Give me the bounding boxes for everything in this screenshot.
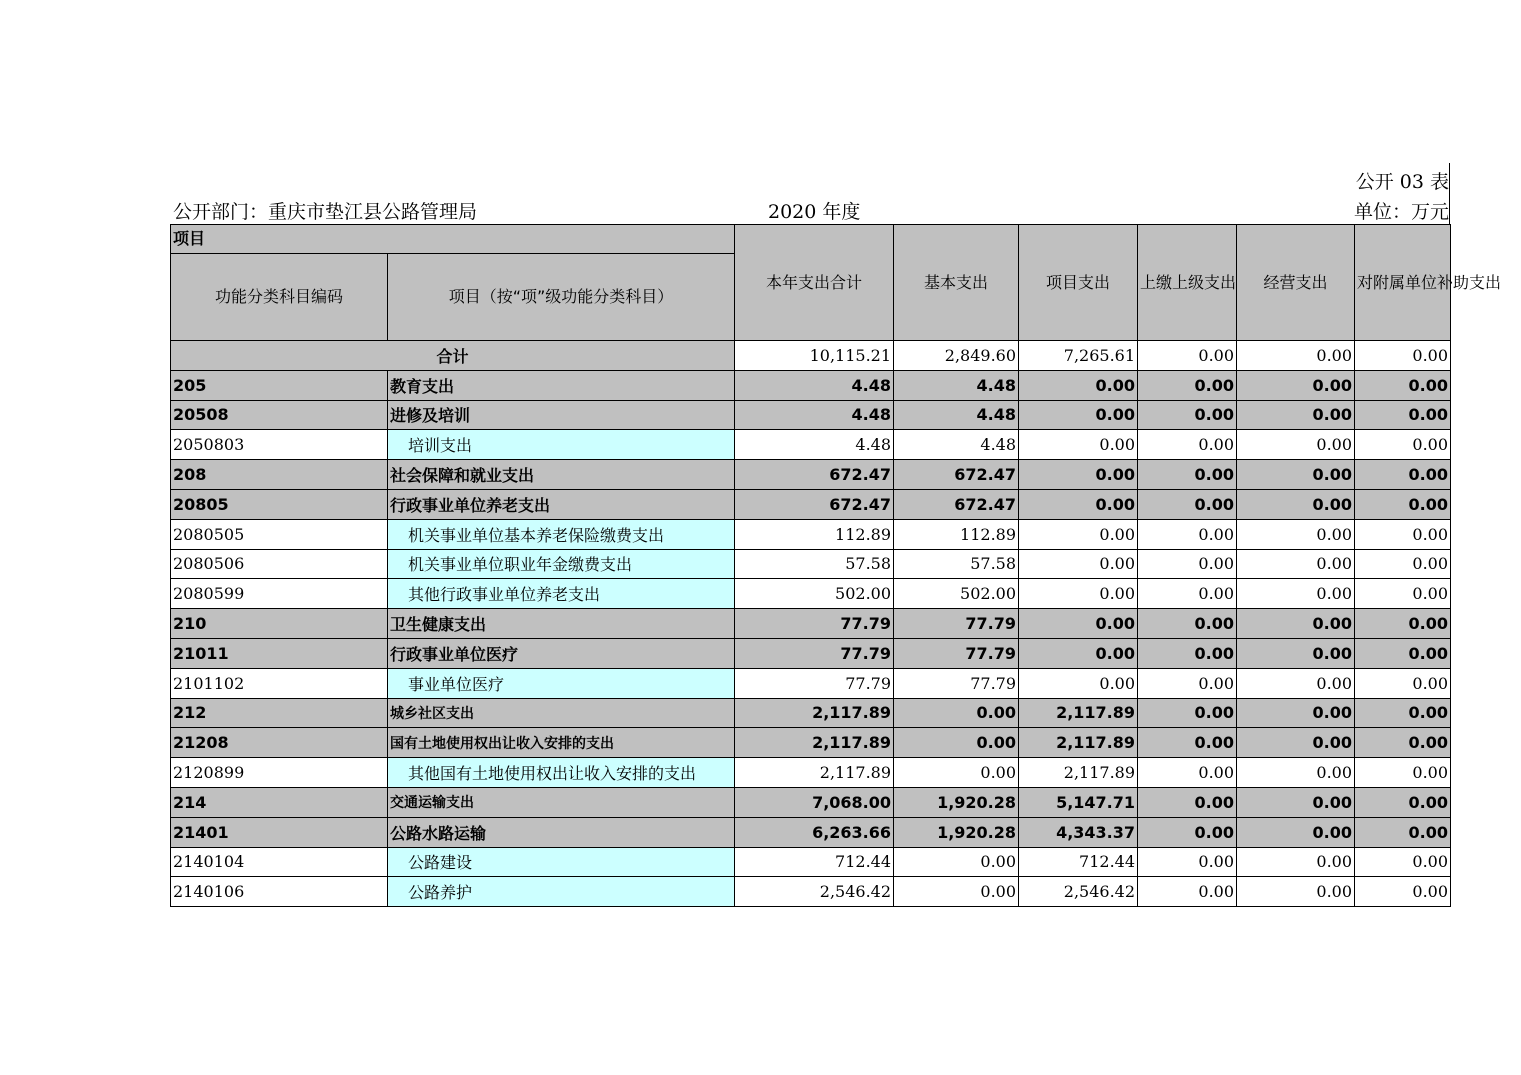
subsidy-cell: 0.00 <box>1355 341 1451 371</box>
table-row <box>171 549 1451 579</box>
subsidy-cell: 0.00 <box>1355 877 1451 907</box>
table-row <box>171 579 1451 609</box>
business-cell: 0.00 <box>1237 668 1355 698</box>
table-row <box>171 847 1451 877</box>
business-cell: 0.00 <box>1237 370 1355 400</box>
basic-cell: 0.00 <box>894 847 1019 877</box>
name-cell: 卫生健康支出 <box>388 609 735 639</box>
project-cell: 0.00 <box>1019 638 1138 668</box>
subsidy-cell: 0.00 <box>1355 817 1451 847</box>
basic-cell: 4.48 <box>894 430 1019 460</box>
business-cell: 0.00 <box>1237 489 1355 519</box>
total-cell: 2,546.42 <box>735 877 894 907</box>
name-header: 项目（按“项”级功能分类科目） <box>388 254 735 341</box>
project-cell: 0.00 <box>1019 549 1138 579</box>
code-cell: 2050803 <box>171 430 388 460</box>
total-cell: 2,117.89 <box>735 698 894 728</box>
subsidy-cell: 0.00 <box>1355 668 1451 698</box>
name-cell: 教育支出 <box>388 370 735 400</box>
total-header: 本年支出合计 <box>735 225 894 341</box>
basic-cell: 672.47 <box>894 460 1019 490</box>
subsidy-cell: 0.00 <box>1355 758 1451 788</box>
code-cell: 212 <box>171 698 388 728</box>
total-cell: 57.58 <box>735 549 894 579</box>
basic-cell: 0.00 <box>894 698 1019 728</box>
code-cell: 208 <box>171 460 388 490</box>
unit-label: 单位：万元 <box>1353 201 1449 223</box>
business-cell: 0.00 <box>1237 430 1355 460</box>
code-cell: 2140106 <box>171 877 388 907</box>
basic-header: 基本支出 <box>894 225 1019 341</box>
code-cell: 20805 <box>171 489 388 519</box>
upper-cell: 0.00 <box>1138 668 1237 698</box>
project-cell: 0.00 <box>1019 430 1138 460</box>
subsidy-cell: 0.00 <box>1355 460 1451 490</box>
code-cell: 2080599 <box>171 579 388 609</box>
code-cell: 210 <box>171 609 388 639</box>
project-cell: 7,265.61 <box>1019 341 1138 371</box>
name-cell: 机关事业单位职业年金缴费支出 <box>388 549 735 579</box>
project-cell: 0.00 <box>1019 370 1138 400</box>
upper-cell: 0.00 <box>1138 847 1237 877</box>
total-cell: 672.47 <box>735 489 894 519</box>
total-cell: 77.79 <box>735 609 894 639</box>
project-header: 项目 <box>171 225 735 254</box>
upper-cell: 0.00 <box>1138 728 1237 758</box>
name-cell: 公路养护 <box>388 877 735 907</box>
code-cell: 20508 <box>171 400 388 430</box>
project-cell: 0.00 <box>1019 519 1138 549</box>
basic-cell: 4.48 <box>894 370 1019 400</box>
table-row <box>171 430 1451 460</box>
basic-cell: 112.89 <box>894 519 1019 549</box>
business-cell: 0.00 <box>1237 877 1355 907</box>
project-cell: 0.00 <box>1019 460 1138 490</box>
basic-cell: 0.00 <box>894 758 1019 788</box>
expenditure-table <box>170 224 1502 907</box>
project-cell: 712.44 <box>1019 847 1138 877</box>
code-cell: 2140104 <box>171 847 388 877</box>
basic-cell: 77.79 <box>894 638 1019 668</box>
upper-cell: 0.00 <box>1138 817 1237 847</box>
name-cell: 行政事业单位医疗 <box>388 638 735 668</box>
basic-cell: 1,920.28 <box>894 787 1019 817</box>
business-cell: 0.00 <box>1237 728 1355 758</box>
upper-cell: 0.00 <box>1138 758 1237 788</box>
basic-cell: 0.00 <box>894 728 1019 758</box>
upper-cell: 0.00 <box>1138 400 1237 430</box>
upper-cell: 0.00 <box>1138 698 1237 728</box>
table-row <box>171 460 1451 490</box>
total-cell: 10,115.21 <box>735 341 894 371</box>
business-cell: 0.00 <box>1237 460 1355 490</box>
business-cell: 0.00 <box>1237 400 1355 430</box>
name-cell: 行政事业单位养老支出 <box>388 489 735 519</box>
basic-cell: 77.79 <box>894 668 1019 698</box>
table-row <box>171 698 1451 728</box>
form-number: 公开 03 表 <box>1355 171 1449 193</box>
total-cell: 112.89 <box>735 519 894 549</box>
name-cell: 进修及培训 <box>388 400 735 430</box>
total-cell: 77.79 <box>735 668 894 698</box>
total-cell: 7,068.00 <box>735 787 894 817</box>
total-cell: 6,263.66 <box>735 817 894 847</box>
table-row <box>171 400 1451 430</box>
business-cell: 0.00 <box>1237 579 1355 609</box>
code-header: 功能分类科目编码 <box>171 254 388 341</box>
code-cell: 21011 <box>171 638 388 668</box>
header-divider <box>1449 163 1450 225</box>
basic-cell: 2,849.60 <box>894 341 1019 371</box>
subsidy-cell: 0.00 <box>1355 400 1451 430</box>
project-cell: 2,117.89 <box>1019 758 1138 788</box>
project-cell: 2,117.89 <box>1019 698 1138 728</box>
code-cell: 2120899 <box>171 758 388 788</box>
basic-cell: 672.47 <box>894 489 1019 519</box>
table-row <box>171 817 1451 847</box>
upper-remit-header: 上缴上级支出 <box>1138 225 1237 341</box>
upper-cell: 0.00 <box>1138 787 1237 817</box>
upper-cell: 0.00 <box>1138 579 1237 609</box>
total-cell: 77.79 <box>735 638 894 668</box>
business-cell: 0.00 <box>1237 549 1355 579</box>
subsidy-cell: 0.00 <box>1355 489 1451 519</box>
upper-cell: 0.00 <box>1138 609 1237 639</box>
table-row <box>171 728 1451 758</box>
department-label: 公开部门：重庆市垫江县公路管理局 <box>173 201 478 223</box>
basic-cell: 0.00 <box>894 877 1019 907</box>
project-cell: 0.00 <box>1019 489 1138 519</box>
table-row <box>171 638 1451 668</box>
subsidy-cell: 0.00 <box>1355 847 1451 877</box>
project-cell: 0.00 <box>1019 579 1138 609</box>
total-row <box>171 341 1451 371</box>
business-cell: 0.00 <box>1237 638 1355 668</box>
code-cell: 2080506 <box>171 549 388 579</box>
business-cell: 0.00 <box>1237 519 1355 549</box>
total-cell: 4.48 <box>735 430 894 460</box>
upper-cell: 0.00 <box>1138 430 1237 460</box>
business-cell: 0.00 <box>1237 847 1355 877</box>
subsidy-cell: 0.00 <box>1355 728 1451 758</box>
table-row <box>171 877 1451 907</box>
upper-cell: 0.00 <box>1138 549 1237 579</box>
business-cell: 0.00 <box>1237 341 1355 371</box>
subsidy-cell: 0.00 <box>1355 579 1451 609</box>
upper-cell: 0.00 <box>1138 370 1237 400</box>
upper-cell: 0.00 <box>1138 489 1237 519</box>
name-cell: 社会保障和就业支出 <box>388 460 735 490</box>
name-cell: 其他行政事业单位养老支出 <box>388 579 735 609</box>
fiscal-year: 2020 年度 <box>768 201 861 223</box>
subsidy-cell: 0.00 <box>1355 549 1451 579</box>
total-cell: 4.48 <box>735 400 894 430</box>
name-cell: 机关事业单位基本养老保险缴费支出 <box>388 519 735 549</box>
business-cell: 0.00 <box>1237 787 1355 817</box>
name-cell: 事业单位医疗 <box>388 668 735 698</box>
name-cell: 国有土地使用权出让收入安排的支出 <box>388 728 735 758</box>
business-cell: 0.00 <box>1237 758 1355 788</box>
business-cell: 0.00 <box>1237 609 1355 639</box>
project-cell: 2,117.89 <box>1019 728 1138 758</box>
business-cell: 0.00 <box>1237 817 1355 847</box>
basic-cell: 1,920.28 <box>894 817 1019 847</box>
subsidy-cell: 0.00 <box>1355 370 1451 400</box>
code-cell: 214 <box>171 787 388 817</box>
table-row <box>171 758 1451 788</box>
total-cell: 2,117.89 <box>735 758 894 788</box>
project-cell: 0.00 <box>1019 668 1138 698</box>
basic-cell: 502.00 <box>894 579 1019 609</box>
code-cell: 21401 <box>171 817 388 847</box>
basic-cell: 4.48 <box>894 400 1019 430</box>
subsidy-cell: 0.00 <box>1355 519 1451 549</box>
basic-cell: 57.58 <box>894 549 1019 579</box>
table-row <box>171 609 1451 639</box>
total-cell: 712.44 <box>735 847 894 877</box>
total-cell: 672.47 <box>735 460 894 490</box>
business-header: 经营支出 <box>1237 225 1355 341</box>
subsidy-cell: 0.00 <box>1355 638 1451 668</box>
table-row <box>171 787 1451 817</box>
code-cell: 21208 <box>171 728 388 758</box>
project-cell: 5,147.71 <box>1019 787 1138 817</box>
table-row <box>171 519 1451 549</box>
name-cell: 城乡社区支出 <box>388 698 735 728</box>
code-cell: 205 <box>171 370 388 400</box>
upper-cell: 0.00 <box>1138 519 1237 549</box>
project-cell: 4,343.37 <box>1019 817 1138 847</box>
project-cell: 0.00 <box>1019 400 1138 430</box>
total-cell: 4.48 <box>735 370 894 400</box>
name-cell: 公路水路运输 <box>388 817 735 847</box>
code-cell: 2080505 <box>171 519 388 549</box>
project-cell: 2,546.42 <box>1019 877 1138 907</box>
subsidy-cell: 0.00 <box>1355 787 1451 817</box>
subsidy-cell: 0.00 <box>1355 698 1451 728</box>
name-cell: 交通运输支出 <box>388 787 735 817</box>
total-cell: 502.00 <box>735 579 894 609</box>
subsidy-cell: 0.00 <box>1355 430 1451 460</box>
upper-cell: 0.00 <box>1138 341 1237 371</box>
project-expense-header: 项目支出 <box>1019 225 1138 341</box>
name-cell: 其他国有土地使用权出让收入安排的支出 <box>388 758 735 788</box>
code-cell: 2101102 <box>171 668 388 698</box>
total-cell: 2,117.89 <box>735 728 894 758</box>
business-cell: 0.00 <box>1237 698 1355 728</box>
table-row <box>171 370 1451 400</box>
table-row <box>171 489 1451 519</box>
basic-cell: 77.79 <box>894 609 1019 639</box>
total-label: 合计 <box>171 341 735 371</box>
project-cell: 0.00 <box>1019 609 1138 639</box>
upper-cell: 0.00 <box>1138 877 1237 907</box>
subsidy-header: 对附属单位补助支出 <box>1355 225 1451 341</box>
upper-cell: 0.00 <box>1138 638 1237 668</box>
table-row <box>171 668 1451 698</box>
name-cell: 公路建设 <box>388 847 735 877</box>
subsidy-cell: 0.00 <box>1355 609 1451 639</box>
upper-cell: 0.00 <box>1138 460 1237 490</box>
name-cell: 培训支出 <box>388 430 735 460</box>
